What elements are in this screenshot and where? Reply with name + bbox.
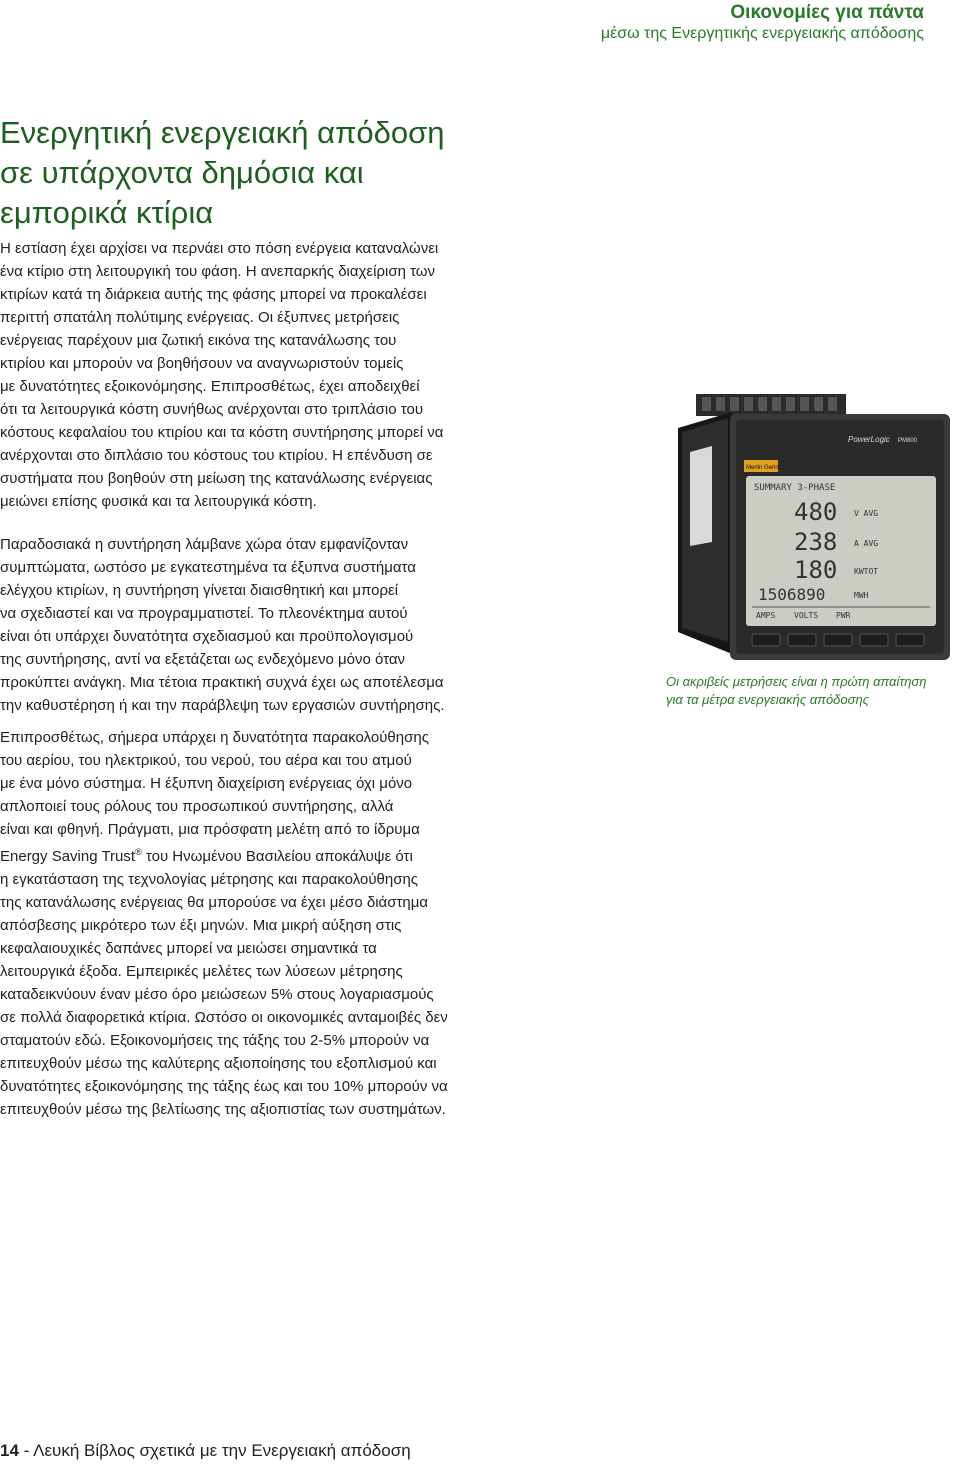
paragraph-1 [0, 237, 556, 513]
text-line: ότι τα λειτουργικά κόστη συνήθως ανέρχονται στο τριπλάσιο του [0, 401, 424, 418]
lcd-value-current: 238 [794, 528, 838, 556]
text-line: κόστους κεφαλαίου του κτιρίου και τα κόστη συντήρησης μπορεί να [0, 424, 444, 441]
lcd-mode: SUMMARY 3-PHASE [754, 483, 836, 493]
lcd-value-energy: 1506890 [758, 585, 826, 604]
lcd-softkey-amps: AMPS [756, 611, 776, 620]
text-line: κεφαλαιουχικές δαπάνες μπορεί να μειώσει σημαντικά τα [0, 940, 377, 957]
text-line: συμπτώματα, ωστόσο με εγκατεστημένα τα έξυπνα συστήματα [0, 559, 416, 576]
text-line: Παραδοσιακά η συντήρηση λάμβανε χώρα όταν εμφανίζονταν [0, 536, 409, 553]
heading-line: σε υπάρχοντα δημόσια και [0, 155, 364, 190]
text-line: καταδεικνύουν έναν μέσο όρο μειώσεων 5% στους λογαριασμούς [0, 986, 434, 1003]
text-line: απόσβεσης μικρότερο των έξι μηνών. Μια μικρή αύξηση στις [0, 917, 402, 934]
lcd-value-power: 180 [794, 556, 838, 584]
text-line: προκύπτει ανάγκη. Μια τέτοια πρακτική συχνά έχει ως αποτέλεσμα [0, 674, 444, 691]
text-line: σταματούν εδώ. Εξοικονομήσεις της τάξης του 2-5% μπορούν να [0, 1032, 430, 1049]
text-line: κτιρίων κατά τη διάρκεια αυτής της φάσης μπορεί να προκαλέσει [0, 286, 427, 303]
text-line: απλοποιεί τους ρόλους του προσωπικού συντήρησης, αλλά [0, 798, 394, 815]
header-subtitle: μέσω της Ενεργητικής ενεργειακής απόδοσης [600, 25, 924, 42]
lcd-unit-current: A AVG [854, 539, 879, 548]
meter-model: PM800 [898, 438, 918, 444]
heading-line: εμπορικά κτίρια [0, 195, 214, 230]
text-line: είναι και φθηνή. Πράγματι, μια πρόσφατη μελέτη από το ίδρυμα [0, 821, 420, 838]
text-line: σε πολλά διαφορετικά κτίρια. Ωστόσο οι οικονομικές ανταμοιβές δεν [0, 1009, 448, 1026]
header-title: Οικονομίες για πάντα [730, 2, 924, 23]
text-line: της συντήρησης, αντί να εξετάζεται ως ενδεχόμενο μόνο όταν [0, 651, 406, 668]
meter-model-brand: PowerLogic [848, 435, 890, 444]
text-line: ανέρχονται στο διπλάσιο του κόστους του κτιρίου. Η επένδυση σε [0, 447, 433, 464]
paragraph-3 [0, 726, 556, 1121]
text-line: με ένα μόνο σύστημα. Η έξυπνη διαχείριση ενέργειας όχι μόνο [0, 775, 413, 792]
lcd-value-voltage: 480 [794, 498, 838, 526]
text-line: κτιρίου και μπορούν να βοηθήσουν να αναγνωριστούν τομείς [0, 355, 404, 372]
text-line: ένα κτίριο στη λειτουργική του φάση. Η ανεπαρκής διαχείριση των [0, 263, 436, 280]
lcd-unit-power: KWTOT [854, 567, 879, 576]
caption-line: για τα μέτρα ενεργειακής απόδοσης [666, 692, 870, 707]
text-line: ελέγχου κτιρίων, η συντήρηση γίνεται διαισθητική και μπορεί [0, 582, 399, 599]
photo-caption [666, 673, 960, 709]
page-footer [0, 1441, 411, 1461]
text-line: Η εστίαση έχει αρχίσει να περνάει στο πόση ενέργεια καταναλώνει [0, 240, 439, 257]
text-line: επιτευχθούν μέσω της βελτίωσης της αξιοπιστίας των συστημάτων. [0, 1101, 446, 1118]
text-line: Επιπροσθέτως, σήμερα υπάρχει η δυνατότητα παρακολούθησης [0, 729, 429, 746]
text-line: με δυνατότητες εξοικονόμησης. Επιπροσθέτως, έχει αποδειχθεί [0, 378, 420, 395]
power-meter-photo [672, 392, 952, 664]
text-line: της κατανάλωσης ενέργειας θα μπορούσε να έχει μέσο διάστημα [0, 894, 429, 911]
page-header [601, 2, 924, 44]
lcd-unit-voltage: V AVG [854, 509, 879, 518]
text-line: ενέργειας παρέχουν μια ζωτική εικόνα της κατανάλωσης του [0, 332, 397, 349]
lcd-softkey-power: PWR [836, 611, 851, 620]
lcd-unit-energy: MWH [854, 591, 869, 600]
text-line: δυνατότητες εξοικονόμησης της τάξης έως και του 10% μπορούν να [0, 1078, 448, 1095]
text-line: του αερίου, του ηλεκτρικού, του νερού, του αέρα και του ατμού [0, 752, 412, 769]
text-line: περιττή σπατάλη πολύτιμης ενέργειας. Οι έξυπνες μετρήσεις [0, 309, 400, 326]
meter-brand: Merlin Gerin [746, 465, 779, 471]
text-line: η εγκατάσταση της τεχνολογίας μέτρησης και παρακολούθησης [0, 871, 419, 888]
text-line: είναι ότι υπάρχει δυνατότητα σχεδιασμού και προϋπολογισμού [0, 628, 414, 645]
text-line: μειώνει επίσης φυσικά και τα λειτουργικά κόστη. [0, 493, 317, 510]
page-number: 14 [0, 1441, 19, 1460]
page-heading [0, 113, 600, 233]
text-line: συστήματα που βοηθούν στη μείωση της κατανάλωσης ενέργειας [0, 470, 433, 487]
text-line-with-trademark [0, 841, 556, 868]
heading-line: Ενεργητική ενεργειακή απόδοση [0, 115, 445, 150]
text-line: να σχεδιαστεί και να προγραμματιστεί. Το πλεονέκτημα αυτού [0, 605, 408, 622]
footer-text: - Λευκή Βίβλος σχετικά με την Ενεργειακή απόδοση [18, 1441, 411, 1460]
org-name: Energy Saving Trust [0, 848, 136, 865]
lcd-softkey-volts: VOLTS [794, 611, 819, 620]
text-line: επιτευχθούν μέσω της καλύτερης αξιοποίησης του εξοπλισμού και [0, 1055, 437, 1072]
text-line: την καθυστέρηση ή και την παράβλεψη των εργασιών συντήρησης. [0, 697, 445, 714]
text-fragment: του Ηνωμένου Βασιλείου αποκάλυψε ότι [141, 848, 413, 865]
registered-mark: ® [135, 847, 142, 857]
text-line: λειτουργικά έξοδα. Εμπειρικές μελέτες των λύσεων μέτρησης [0, 963, 403, 980]
paragraph-2 [0, 533, 556, 717]
caption-line: Οι ακριβείς μετρήσεις είναι η πρώτη απαίτηση [666, 674, 927, 689]
